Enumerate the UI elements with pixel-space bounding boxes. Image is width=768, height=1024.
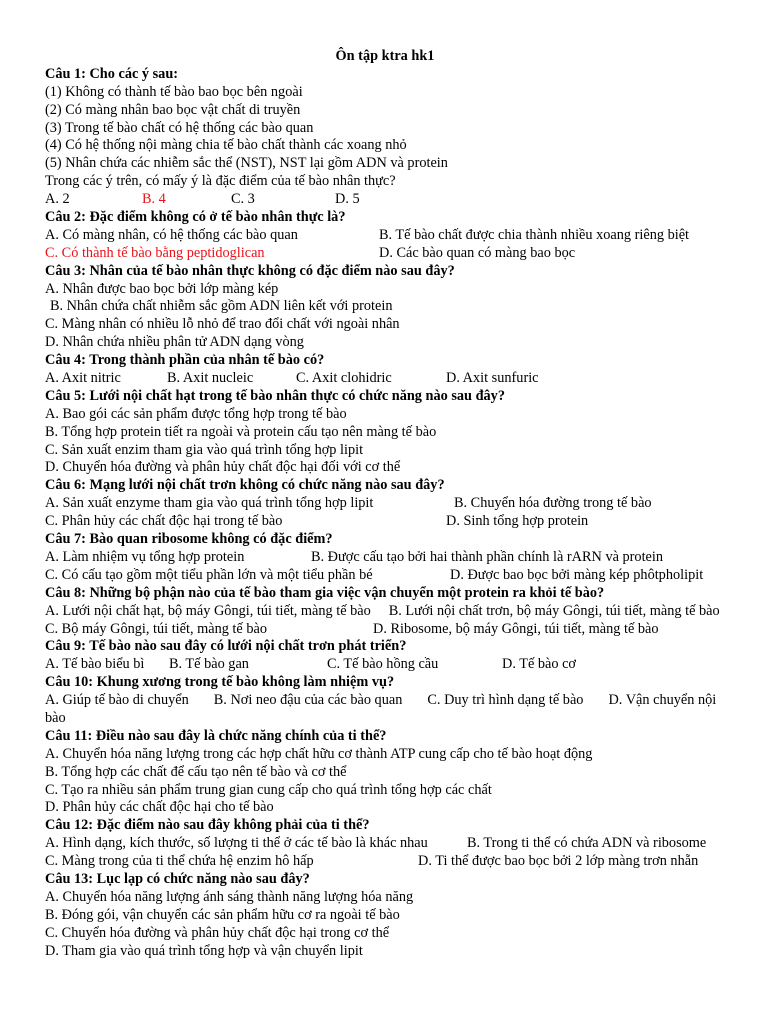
q1-statement-2: (2) Có màng nhân bao bọc vật chất di truyền [45,101,301,118]
q12-options-row-1 [45,835,725,853]
question-8-stem: Câu 8: Những bộ phận nào của tế bào tham gia việc vận chuyển một protein ra khỏi tế bào? [45,584,605,601]
q7-option-b: B. Được cấu tạo bởi hai thành phần chính là rARN và protein [311,548,664,565]
q11-option-b: B. Tổng hợp các chất để cấu tạo nên tế bào và cơ thể [45,763,347,780]
q10-option-c: C. Duy trì hình dạng tế bào [427,692,584,709]
q2-option-c: C. Có thành tế bào bằng peptidoglican [45,244,265,261]
q8-option-d: D. Ribosome, bộ máy Gôngi, túi tiết, màng tế bào [373,620,659,637]
q7-options-row-2 [45,567,725,585]
q10-option-a: A. Giúp tế bào di chuyển [45,692,189,709]
q1-options [45,191,725,209]
q8-options-row-2 [45,621,725,639]
q6-option-c: C. Phân hủy các chất độc hại trong tế bào [45,513,283,530]
q11-option-c: C. Tạo ra nhiều sản phẩm trung gian cung cấp cho quá trình tổng hợp các chất [45,781,492,798]
q1-option-c: C. 3 [231,191,255,208]
q3-option-c: C. Màng nhân có nhiều lỗ nhỏ để trao đổi chất với ngoài nhân [45,316,400,333]
q10-option-b: B. Nơi neo đậu của các bào quan [213,692,403,709]
q8-options-row-1 [45,603,725,621]
q6-option-a: A. Sản xuất enzyme tham gia vào quá trình tổng hợp lipit [45,495,374,512]
q11-option-d: D. Phân hủy các chất độc hại cho tế bào [45,799,274,816]
q13-option-b: B. Đóng gói, vận chuyển các sản phẩm hữu cơ ra ngoài tế bào [45,906,400,923]
q9-option-b: B. Tế bào gan [169,656,249,673]
q1-option-a: A. 2 [45,191,70,208]
q3-option-b: B. Nhân chứa chất nhiễm sắc gồm ADN liên kết với protein [50,298,393,315]
q12-option-d: D. Ti thể được bao bọc bởi 2 lớp màng trơn nhẵn [418,853,699,870]
question-11-stem: Câu 11: Điều nào sau đây là chức năng chính của ti thể? [45,727,387,744]
q10-options [45,692,725,728]
q5-option-b: B. Tổng hợp protein tiết ra ngoài và protein cấu tạo nên màng tế bào [45,423,437,440]
question-1-stem: Câu 1: Cho các ý sau: [45,65,179,82]
q8-option-c: C. Bộ máy Gôngi, túi tiết, màng tế bào [45,620,267,637]
q9-option-d: D. Tế bào cơ [502,656,576,673]
q7-option-c: C. Có cấu tạo gồm một tiểu phần lớn và một tiểu phần bé [45,566,373,583]
q8-option-b: B. Lưới nội chất trơn, bộ máy Gôngi, túi tiết, màng tế bào [388,602,720,619]
q8-option-a: A. Lưới nội chất hạt, bộ máy Gôngi, túi tiết, màng tế bào [45,602,371,619]
q12-option-a: A. Hình dạng, kích thước, số lượng ti thể ở các tế bào là khác nhau [45,835,428,852]
q1-option-b: B. 4 [142,191,166,208]
q12-options-row-2 [45,853,725,871]
q6-option-d: D. Sinh tổng hợp protein [446,513,589,530]
q5-option-a: A. Bao gói các sản phẩm được tổng hợp trong tế bào [45,405,347,422]
q7-option-a: A. Làm nhiệm vụ tổng hợp protein [45,548,245,565]
question-12-stem: Câu 12: Đặc điểm nào sau đây không phải của ti thể? [45,817,370,834]
question-3-stem: Câu 3: Nhân của tế bào nhân thực không có đặc điểm nào sau đây? [45,262,455,279]
q4-option-d: D. Axit sunfuric [446,370,539,387]
document [45,48,725,960]
q6-option-b: B. Chuyển hóa đường trong tế bào [454,495,652,512]
q2-option-d: D. Các bào quan có màng bao bọc [379,244,576,261]
q1-option-d: D. 5 [335,191,360,208]
q10-option-d: D. Vận chuyển nội bào [45,692,717,726]
question-7-stem: Câu 7: Bào quan ribosome không có đặc điểm? [45,531,333,548]
q1-statement-1: (1) Không có thành tế bào bao bọc bên ngoài [45,83,303,100]
question-13-stem: Câu 13: Lục lạp có chức năng nào sau đây? [45,871,310,888]
q9-options [45,656,725,674]
q2-option-a: A. Có màng nhân, có hệ thống các bào quan [45,226,298,243]
q6-options-row-2 [45,513,725,531]
q7-options-row-1 [45,549,725,567]
q3-option-a: A. Nhân được bao bọc bởi lớp màng kép [45,280,279,297]
q1-statement-3: (3) Trong tế bào chất có hệ thống các bào quan [45,119,314,136]
q4-option-c: C. Axit clohidric [296,370,392,387]
q2-option-b: B. Tế bào chất được chia thành nhiều xoang riêng biệt [379,226,690,243]
q12-option-c: C. Màng trong của ti thể chứa hệ enzim hô hấp [45,853,314,870]
question-9-stem: Câu 9: Tế bào nào sau đây có lưới nội chất trơn phát triển? [45,638,407,655]
q4-options [45,370,725,388]
q13-option-c: C. Chuyển hóa đường và phân hủy chất độc hại trong cơ thể [45,924,390,941]
q5-option-d: D. Chuyển hóa đường và phân hủy chất độc hại đối với cơ thể [45,459,401,476]
q1-question: Trong các ý trên, có mấy ý là đặc điểm của tế bào nhân thực? [45,173,396,190]
question-6-stem: Câu 6: Mạng lưới nội chất trơn không có chức năng nào sau đây? [45,477,445,494]
q6-options-row-1 [45,495,725,513]
q1-statement-4: (4) Có hệ thống nội màng chia tế bào chất thành các xoang nhỏ [45,137,407,154]
q13-option-a: A. Chuyển hóa năng lượng ánh sáng thành năng lượng hóa năng [45,888,414,905]
q3-option-d: D. Nhân chứa nhiều phân tử ADN dạng vòng [45,334,304,351]
q9-option-a: A. Tế bào biểu bì [45,656,145,673]
question-10-stem: Câu 10: Khung xương trong tế bào không làm nhiệm vụ? [45,674,395,691]
page-title: Ôn tập ktra hk1 [335,48,435,64]
q2-options-row-1 [45,227,725,245]
question-5-stem: Câu 5: Lưới nội chất hạt trong tế bào nhân thực có chức năng nào sau đây? [45,387,505,404]
q13-option-d: D. Tham gia vào quá trình tổng hợp và vận chuyển lipit [45,942,363,959]
q2-options-row-2 [45,245,725,263]
q9-option-c: C. Tế bào hồng cầu [327,656,439,673]
q5-option-c: C. Sản xuất enzim tham gia vào quá trình tổng hợp lipit [45,441,364,458]
q4-option-a: A. Axit nitric [45,370,121,387]
question-4-stem: Câu 4: Trong thành phần của nhân tế bào có? [45,352,325,369]
question-2-stem: Câu 2: Đặc điểm không có ở tế bào nhân thực là? [45,209,346,226]
q7-option-d: D. Được bao bọc bởi màng kép phôtpholipit [450,566,704,583]
q11-option-a: A. Chuyển hóa năng lượng trong các hợp chất hữu cơ thành ATP cung cấp cho tế bào hoạt động [45,745,593,762]
q1-statement-5: (5) Nhân chứa các nhiễm sắc thể (NST), NST lại gồm ADN và protein [45,155,448,172]
q4-option-b: B. Axit nucleic [167,370,254,387]
q12-option-b: B. Trong ti thể có chứa ADN và ribosome [467,835,707,852]
